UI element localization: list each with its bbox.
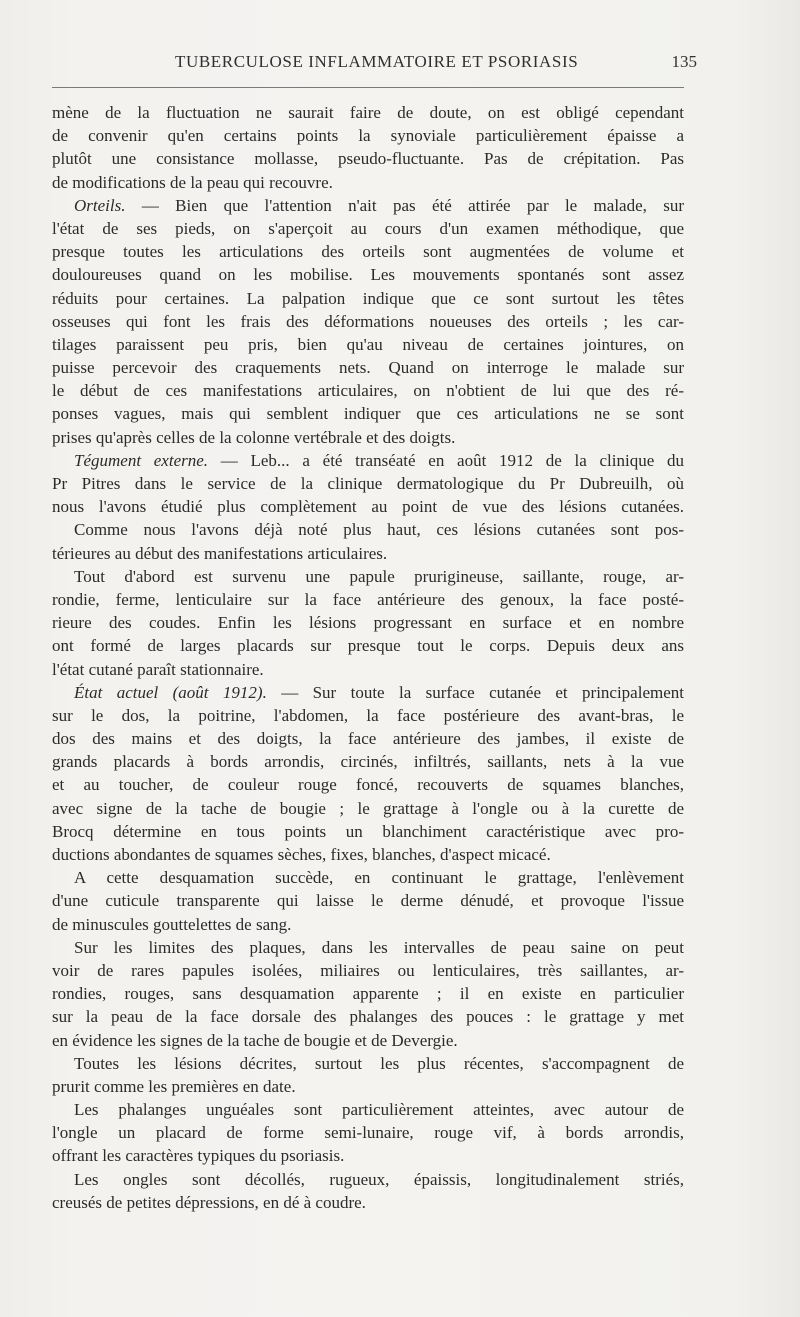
text-line: en évidence les signes de la tache de bougie et de Devergie.: [52, 1030, 458, 1050]
text-line: Brocq détermine en tous points un blanchiment caractéristique avec pro-: [52, 821, 684, 841]
text-line: de modifications de la peau qui recouvre.: [52, 172, 333, 192]
text-line: l'état cutané paraît stationnaire.: [52, 659, 264, 679]
paragraph-start: Les phalanges unguéales sont particulièrement atteintes, avec autour de: [74, 1100, 684, 1120]
text-line: de minuscules gouttelettes de sang.: [52, 914, 292, 934]
paragraph-lead-etat-actuel: État actuel (août 1912).: [74, 682, 267, 702]
text-line: rondie, ferme, lenticulaire sur la face antérieure des genoux, la face posté-: [52, 589, 684, 609]
text-line: térieures au début des manifestations articulaires.: [52, 543, 388, 563]
text-line: et au toucher, de couleur rouge foncé, recouverts de squames blanches,: [52, 775, 684, 795]
text-line: réduits pour certaines. La palpation indique que ce sont surtout les têtes: [52, 288, 684, 308]
text-line: rieure des coudes. Enfin les lésions progressant en surface et en nombre: [52, 613, 684, 633]
text-line: l'ongle un placard de forme semi-lunaire, rouge vif, à bords arrondis,: [52, 1123, 684, 1143]
text-line: sur la peau de la face dorsale des phalanges des pouces : le grattage y met: [52, 1007, 684, 1027]
text-line: avec signe de la tache de bougie ; le grattage à l'ongle ou à la curette de: [52, 798, 684, 818]
text-line: prises qu'après celles de la colonne vertébrale et des doigts.: [52, 427, 456, 447]
text-line: grands placards à bords arrondis, circinés, infiltrés, saillants, nets à la vue: [52, 752, 684, 772]
text-line: tilages paraissent peu pris, bien qu'au niveau de certaines jointures, on: [52, 334, 684, 354]
text-line: creusés de petites dépressions, en dé à coudre.: [52, 1192, 366, 1212]
paragraph-start: Tout d'abord est survenu une papule prurigineuse, saillante, rouge, ar-: [74, 566, 684, 586]
text-line: voir de rares papules isolées, miliaires ou lenticulaires, très saillantes, ar-: [52, 960, 684, 980]
body-text: [52, 101, 684, 1214]
text-line: d'une cuticule transparente qui laisse le derme dénudé, et provoque l'issue: [52, 891, 684, 911]
paragraph-start: Tégument externe. — Leb... a été transéaté en août 1912 de la clinique du: [74, 450, 684, 470]
text-line: nous l'avons étudié plus complètement au point de vue des lésions cutanées.: [52, 497, 684, 517]
text-line: rondies, rouges, sans desquamation apparente ; il en existe en particulier: [52, 984, 684, 1004]
text-line: l'état de ses pieds, on s'aperçoit au cours d'un examen méthodique, que: [52, 218, 684, 238]
text-line: osseuses qui font les frais des déformations noueuses des orteils ; les car-: [52, 311, 684, 331]
text-line: ont formé de larges placards sur presque tout le corps. Depuis deux ans: [52, 636, 684, 656]
text-line: dos des mains et des doigts, la face antérieure des jambes, il existe de: [52, 729, 684, 749]
text-line: presque toutes les articulations des orteils sont augmentées de volume et: [52, 242, 684, 262]
paragraph-start: Comme nous l'avons déjà noté plus haut, ces lésions cutanées sont pos-: [74, 520, 684, 540]
paragraph-lead-orteils: Orteils.: [74, 195, 126, 215]
paragraph-lead-tegument: Tégument externe.: [74, 450, 209, 470]
text-line: puisse percevoir des craquements nets. Quand on interroge le malade sur: [52, 358, 684, 378]
text-line: plutôt une consistance mollasse, pseudo-fluctuante. Pas de crépitation. Pas: [52, 149, 684, 169]
paragraph-start: Les ongles sont décollés, rugueux, épaissis, longitudinalement striés,: [74, 1169, 684, 1189]
text-line: ductions abondantes de squames sèches, fixes, blanches, d'aspect micacé.: [52, 845, 551, 864]
text-line: prurit comme les premières en date.: [52, 1076, 296, 1096]
text-line: de convenir qu'en certains points la synoviale particulièrement épaisse a: [52, 126, 684, 146]
text-line: offrant les caractères typiques du psoriasis.: [52, 1146, 345, 1166]
paragraph-start: A cette desquamation succède, en continuant le grattage, l'enlèvement: [74, 868, 684, 888]
text-line: ponses vagues, mais qui semblent indiquer que ces articulations ne se sont: [52, 404, 684, 424]
text-line: sur le dos, la poitrine, l'abdomen, la face postérieure des avant-bras, le: [52, 705, 684, 725]
running-title: TUBERCULOSE INFLAMMATOIRE ET PSORIASIS: [175, 52, 579, 71]
paragraph-start: Toutes les lésions décrites, surtout les plus récentes, s'accompagnent de: [74, 1053, 684, 1073]
text-line: le début de ces manifestations articulaires, on n'obtient de lui que des ré-: [52, 381, 684, 401]
header-rule: [52, 87, 684, 88]
text-line: Pr Pitres dans le service de la clinique dermatologique du Pr Dubreuilh, où: [52, 474, 684, 493]
running-head: [55, 52, 695, 82]
text-line: douloureuses quand on les mobilise. Les mouvements spontanés sont assez: [52, 265, 684, 285]
paragraph-start: État actuel (août 1912). — Sur toute la surface cutanée et principalement: [74, 682, 684, 702]
text-line: mène de la fluctuation ne saurait faire de doute, on est obligé cependant: [52, 103, 684, 122]
page-number: 135: [671, 52, 697, 71]
paragraph-start: Sur les limites des plaques, dans les intervalles de peau saine on peut: [74, 937, 684, 957]
paragraph-start: Orteils. — Bien que l'attention n'ait pas été attirée par le malade, sur: [74, 195, 684, 215]
